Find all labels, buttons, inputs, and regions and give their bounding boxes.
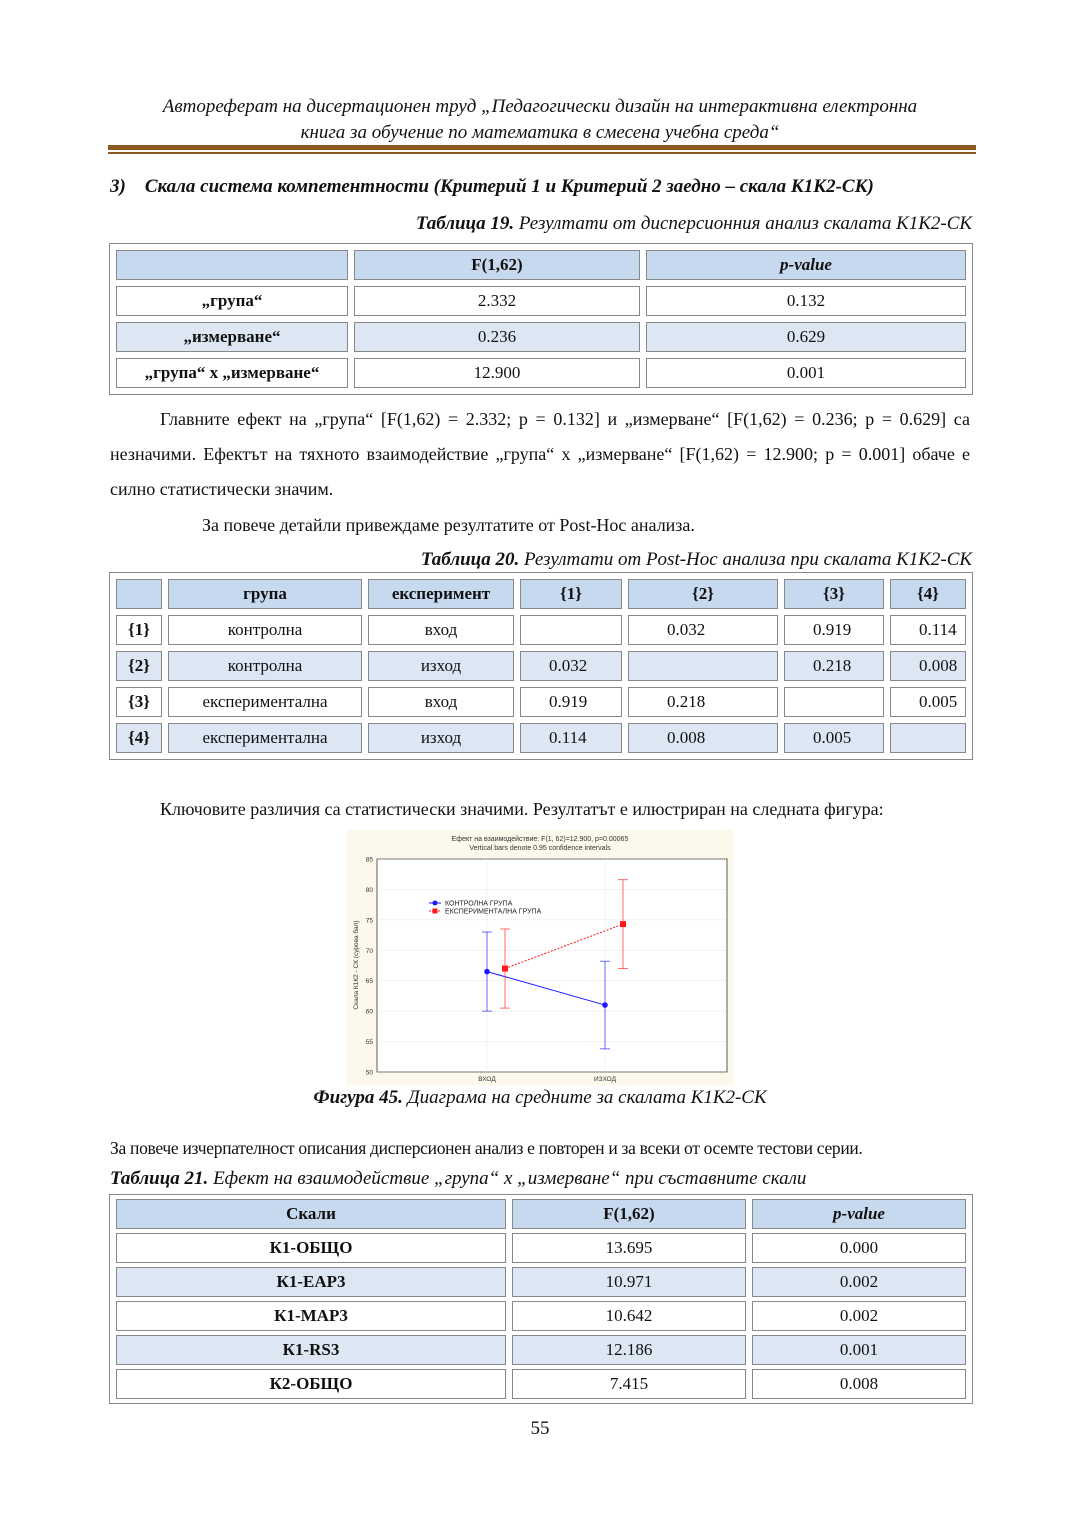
table-row	[116, 1335, 966, 1365]
y-tick-label: 80	[365, 886, 373, 894]
header-rule-thin	[108, 152, 976, 154]
table-row	[116, 358, 966, 388]
chart-subtitle: Vertical bars denote 0.95 confidence intervals	[469, 845, 611, 852]
table-row	[116, 1301, 966, 1331]
paragraph-posthoc-intro: За повече детайли привеждаме резултатите от Post-Hoc анализа.	[202, 515, 695, 535]
paragraph-key-differences: Ключовите различия са статистически значими. Резултатът е илюстриран на следната фигура:	[160, 799, 884, 819]
pvalue-header: p-value	[780, 255, 832, 274]
table-cell: 0.236	[354, 322, 640, 352]
table20-caption-text: Резултати от Post-Hoc анализа при скалата К1К2-СК	[519, 549, 972, 570]
table-cell: {1}	[116, 615, 162, 645]
table-cell: 10.971	[512, 1267, 746, 1297]
interaction-chart	[347, 830, 733, 1085]
table-row	[116, 1233, 966, 1263]
legend-label-control: КОНТРОЛНА ГРУПА	[445, 900, 513, 908]
table-row	[116, 651, 966, 681]
y-tick-label: 55	[365, 1039, 373, 1047]
table-cell: 0.005	[784, 723, 884, 753]
table-header-cell: F(1,62)	[512, 1199, 746, 1229]
table-cell: контролна	[168, 651, 362, 681]
table-header-cell: F(1,62)	[354, 250, 640, 280]
table21-caption-label: Таблица 21.	[110, 1168, 209, 1189]
data-point	[602, 1002, 608, 1008]
plot-area	[377, 859, 727, 1072]
data-point	[484, 969, 490, 975]
y-tick-label: 70	[365, 947, 373, 955]
table-header-cell: {4}	[890, 579, 966, 609]
table-cell	[520, 615, 622, 645]
table-row	[116, 1369, 966, 1399]
table-header-cell: група	[168, 579, 362, 609]
y-axis-ticks	[366, 857, 374, 1077]
x-axis-ticks	[478, 1076, 616, 1083]
table-cell: „група“ х „измерване“	[116, 358, 348, 388]
table-cell	[890, 723, 966, 753]
y-tick-label: 65	[365, 978, 373, 986]
table-cell: „група“	[116, 286, 348, 316]
table-cell: 10.642	[512, 1301, 746, 1331]
table21	[109, 1194, 973, 1404]
table-cell	[784, 687, 884, 717]
y-tick-label: 50	[365, 1069, 373, 1077]
table-cell	[628, 651, 778, 681]
table-cell: 0.114	[520, 723, 622, 753]
table-header-cell	[752, 1199, 966, 1229]
chart-svg	[347, 830, 733, 1085]
legend-marker-experimental	[433, 909, 438, 914]
table-cell: 0.032	[628, 615, 778, 645]
y-axis-label: Скала К1К2 - СК (сурова бал)	[353, 920, 360, 1010]
table-cell: {4}	[116, 723, 162, 753]
table-header-row	[116, 250, 966, 280]
x-tick-label: ИЗХОД	[593, 1076, 617, 1083]
table-header-cell: {2}	[628, 579, 778, 609]
table-cell: 0.008	[890, 651, 966, 681]
figure-caption	[0, 1087, 1080, 1109]
y-tick-label: 85	[365, 856, 373, 864]
table-cell: 0.032	[520, 651, 622, 681]
x-tick-label: ВХОД	[478, 1076, 496, 1083]
table-cell: „измерване“	[116, 322, 348, 352]
header-rule-thick	[108, 145, 976, 150]
table-row	[116, 322, 966, 352]
table-cell: 0.218	[784, 651, 884, 681]
data-point	[620, 921, 626, 927]
table-cell: 0.008	[628, 723, 778, 753]
table-cell: експериментална	[168, 687, 362, 717]
page-number: 55	[530, 1418, 550, 1439]
table-row	[116, 723, 966, 753]
table-cell: 0.629	[646, 322, 966, 352]
table-cell: 7.415	[512, 1369, 746, 1399]
table-cell: 0.000	[752, 1233, 966, 1263]
figure-caption-label: Фигура 45.	[313, 1087, 403, 1108]
table-cell: 0.005	[890, 687, 966, 717]
paragraph-main-effects: Главните ефект на „група“ [F(1,62) = 2.332; p = 0.132] и „измерване“ [F(1,62) = 0.236; p = 0.629] са незначими. Ефектът на тяхното взаимодействие „група“ х „измерване“ [F(1,62) = 12.900; p = 0.001] обаче е силно статистически значим.	[110, 409, 970, 499]
table-cell: К1-МАР3	[116, 1301, 506, 1331]
table20	[109, 572, 973, 760]
table-header-cell	[646, 250, 966, 280]
table-cell: 2.332	[354, 286, 640, 316]
table-row	[116, 1267, 966, 1297]
table-cell: 0.114	[890, 615, 966, 645]
table-header-cell: {1}	[520, 579, 622, 609]
table-cell: изход	[368, 723, 514, 753]
table-cell: 0.001	[752, 1335, 966, 1365]
y-tick-label: 60	[365, 1008, 373, 1016]
table-cell: изход	[368, 651, 514, 681]
table-cell: експериментална	[168, 723, 362, 753]
table-cell: 0.919	[520, 687, 622, 717]
legend-marker-control	[433, 901, 438, 906]
table21-caption	[110, 1168, 806, 1190]
table20-caption	[421, 549, 972, 571]
table-cell: вход	[368, 687, 514, 717]
running-header-line1: Автореферат на дисертационен труд „Педагогически дизайн на интерактивна електронна	[162, 96, 918, 117]
table-cell: К1-RS3	[116, 1335, 506, 1365]
table-cell: 0.008	[752, 1369, 966, 1399]
pvalue-header: p-value	[833, 1204, 885, 1223]
table-cell: 12.900	[354, 358, 640, 388]
table-cell: К1-ЕАР3	[116, 1267, 506, 1297]
data-point	[502, 966, 508, 972]
table-cell: К2-ОБЩО	[116, 1369, 506, 1399]
table19-caption	[416, 213, 972, 235]
y-tick-label: 75	[365, 917, 373, 925]
table19	[109, 243, 973, 395]
table-header-cell: експеримент	[368, 579, 514, 609]
table21-caption-text: Ефект на взаимодействие „група“ х „измерване“ при съставните скали	[208, 1168, 807, 1189]
table-cell: 0.001	[646, 358, 966, 388]
running-header-line2: книга за обучение по математика в смесена учебна среда“	[300, 122, 780, 143]
table-cell: К1-ОБЩО	[116, 1233, 506, 1263]
table-row	[116, 615, 966, 645]
table19-caption-text: Резултати от дисперсионния анализ скалата К1К2-СК	[514, 213, 972, 234]
table-cell: 0.919	[784, 615, 884, 645]
table-row	[116, 286, 966, 316]
table-cell: 0.218	[628, 687, 778, 717]
table-cell: 13.695	[512, 1233, 746, 1263]
table-cell: 0.132	[646, 286, 966, 316]
legend-label-experimental: ЕКСПЕРИМЕНТАЛНА ГРУПА	[445, 908, 542, 916]
chart-title: Ефект на взаимодействие: F(1, 62)=12.900, p=0.00065	[451, 836, 629, 843]
figure-caption-text: Диаграма на средните за скалата К1К2-СК	[402, 1087, 767, 1108]
table-header-row	[116, 579, 966, 609]
table-header-cell: Скали	[116, 1199, 506, 1229]
section-heading: 3) Скала система компетентности (Критерий 1 и Критерий 2 заедно – скала К1К2-СК)	[110, 176, 874, 197]
table-row	[116, 687, 966, 717]
table-cell: вход	[368, 615, 514, 645]
table20-caption-label: Таблица 20.	[420, 549, 520, 570]
table-header-cell	[116, 250, 348, 280]
paragraph-series-repeat: За повече изчерпателност описания дисперсионен анализ е повторен и за всеки от осемте тестови серии.	[110, 1138, 863, 1158]
table-cell: {2}	[116, 651, 162, 681]
table19-caption-label: Таблица 19.	[415, 213, 515, 234]
table-header-cell	[116, 579, 162, 609]
table-cell: {3}	[116, 687, 162, 717]
table-header-row	[116, 1199, 966, 1229]
table-cell: 0.002	[752, 1301, 966, 1331]
table-header-cell: {3}	[784, 579, 884, 609]
table-cell: 0.002	[752, 1267, 966, 1297]
table-cell: контролна	[168, 615, 362, 645]
table-cell: 12.186	[512, 1335, 746, 1365]
